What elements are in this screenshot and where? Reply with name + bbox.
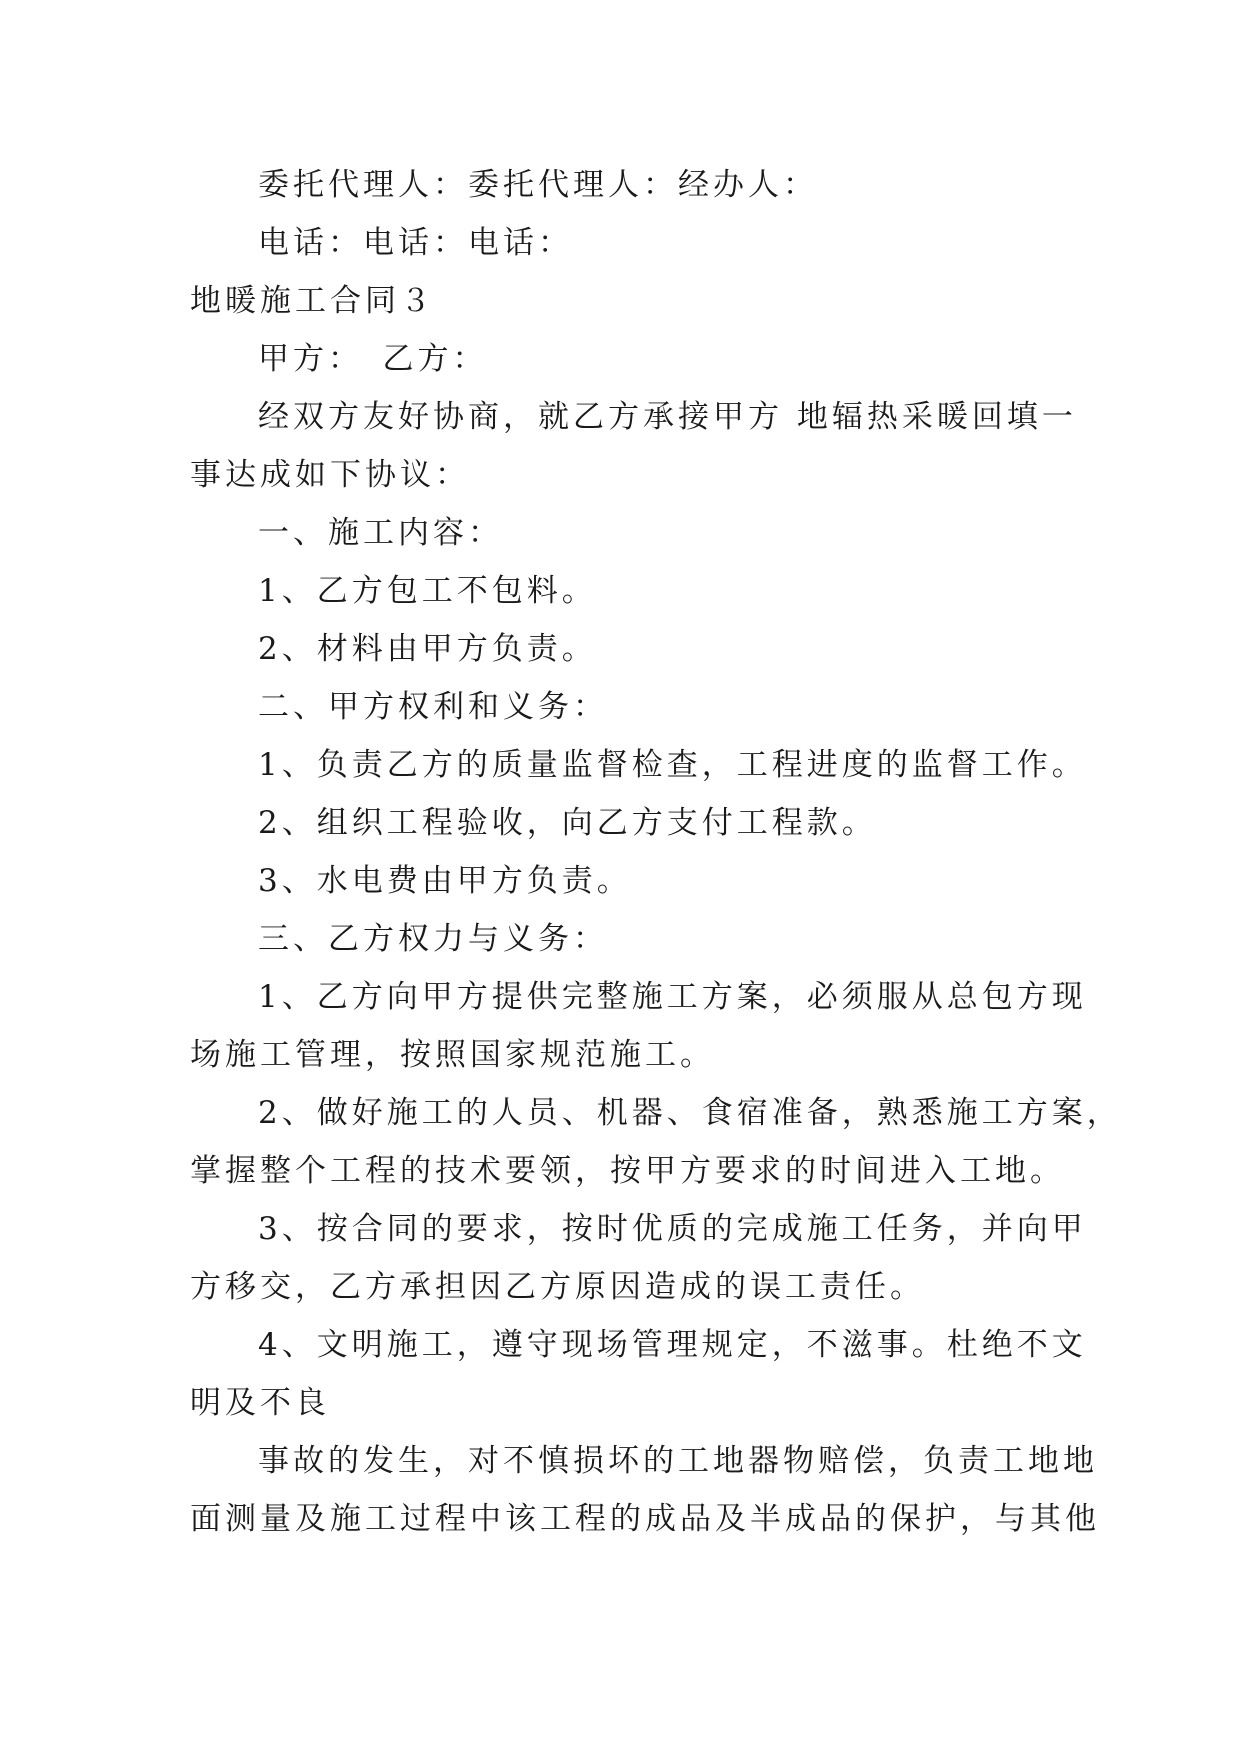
list-item: 1、负责乙方的质量监督检查，工程进度的监督工作。 bbox=[258, 747, 1087, 783]
list-item: 3、按合同的要求，按时优质的完成施工任务，并向甲 bbox=[258, 1211, 1087, 1247]
list-item: 2、材料由甲方负责。 bbox=[258, 631, 597, 667]
section-heading: 一、施工内容： bbox=[258, 515, 503, 551]
list-item: 2、组织工程验收，向乙方支付工程款。 bbox=[258, 805, 877, 841]
list-item-continued: 场施工管理，按照国家规范施工。 bbox=[190, 1037, 715, 1073]
list-item-continued: 掌握整个工程的技术要领，按甲方要求的时间进入工地。 bbox=[190, 1153, 1065, 1189]
paragraph-line: 事达成如下协议： bbox=[190, 457, 470, 493]
phone-line: 电话：电话：电话： bbox=[258, 225, 573, 261]
paragraph-line: 经双方友好协商，就乙方承接甲方 地辐热采暖回填一 bbox=[258, 399, 1077, 435]
agent-line: 委托代理人：委托代理人：经办人： bbox=[258, 167, 818, 203]
contract-title: 地暖施工合同３ bbox=[190, 283, 435, 319]
list-item: 2、做好施工的人员、机器、食宿准备，熟悉施工方案， bbox=[258, 1095, 1122, 1131]
list-item: 1、乙方向甲方提供完整施工方案，必须服从总包方现 bbox=[258, 979, 1087, 1015]
list-item: 1、乙方包工不包料。 bbox=[258, 573, 597, 609]
section-heading: 二、甲方权利和义务： bbox=[258, 689, 608, 725]
list-item: 3、水电费由甲方负责。 bbox=[258, 863, 632, 899]
list-item-continued: 明及不良 bbox=[190, 1385, 330, 1421]
list-item-continued: 方移交，乙方承担因乙方原因造成的误工责任。 bbox=[190, 1269, 925, 1305]
parties-line: 甲方： 乙方： bbox=[258, 341, 488, 377]
paragraph-line: 事故的发生，对不慎损坏的工地器物赔偿，负责工地地 bbox=[258, 1443, 1098, 1479]
paragraph-line: 面测量及施工过程中该工程的成品及半成品的保护，与其他 bbox=[190, 1501, 1100, 1537]
list-item: 4、文明施工，遵守现场管理规定，不滋事。杜绝不文 bbox=[258, 1327, 1087, 1363]
section-heading: 三、乙方权力与义务： bbox=[258, 921, 608, 957]
